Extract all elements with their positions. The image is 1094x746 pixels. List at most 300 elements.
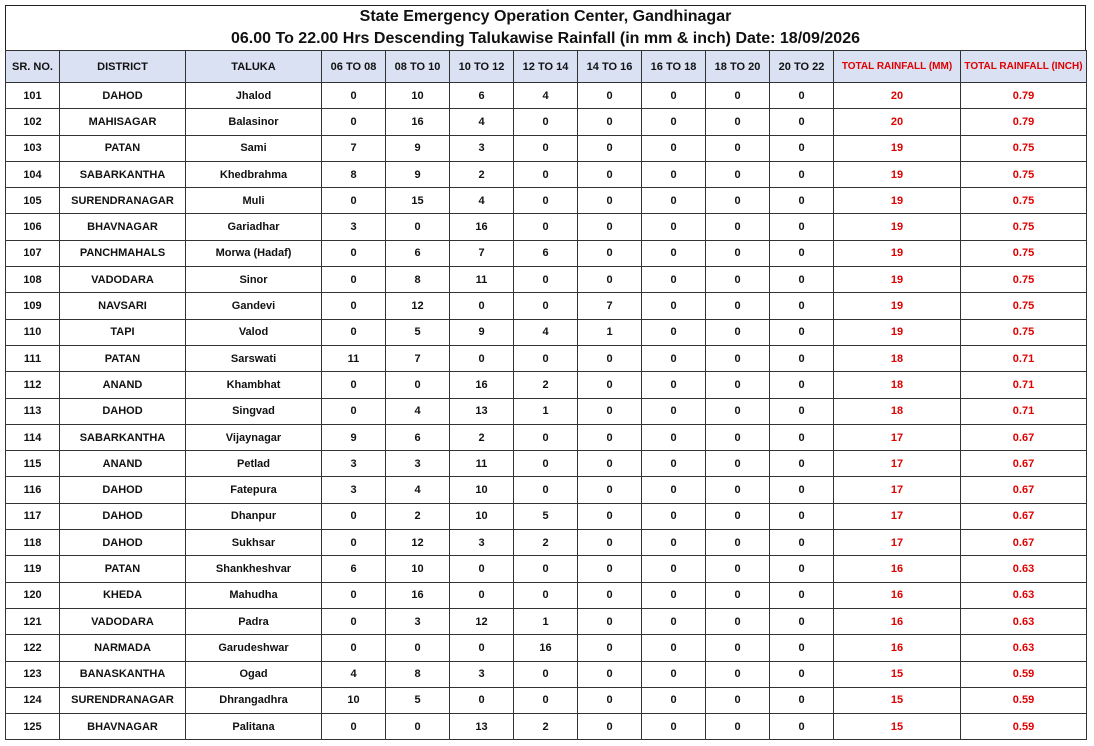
cell-district: PATAN bbox=[60, 556, 186, 582]
cell-12-to-14: 0 bbox=[514, 135, 578, 161]
table-row bbox=[6, 582, 1087, 608]
table-row bbox=[6, 608, 1087, 634]
cell-10-to-12: 0 bbox=[450, 687, 514, 713]
cell-10-to-12: 10 bbox=[450, 503, 514, 529]
cell-taluka: Morwa (Hadaf) bbox=[186, 240, 322, 266]
cell-total-mm: 18 bbox=[834, 345, 961, 371]
column-header-18-to-20: 18 TO 20 bbox=[706, 51, 770, 83]
column-header-taluka: TALUKA bbox=[186, 51, 322, 83]
cell-08-to-10: 9 bbox=[386, 161, 450, 187]
cell-12-to-14: 0 bbox=[514, 687, 578, 713]
cell-06-to-08: 0 bbox=[322, 503, 386, 529]
cell-sr-no: 115 bbox=[6, 451, 60, 477]
cell-18-to-20: 0 bbox=[706, 582, 770, 608]
cell-taluka: Mahudha bbox=[186, 582, 322, 608]
cell-14-to-16: 0 bbox=[578, 477, 642, 503]
cell-16-to-18: 0 bbox=[642, 214, 706, 240]
cell-16-to-18: 0 bbox=[642, 109, 706, 135]
cell-12-to-14: 1 bbox=[514, 608, 578, 634]
cell-district: PANCHMAHALS bbox=[60, 240, 186, 266]
cell-18-to-20: 0 bbox=[706, 214, 770, 240]
cell-sr-no: 117 bbox=[6, 503, 60, 529]
cell-12-to-14: 0 bbox=[514, 424, 578, 450]
cell-10-to-12: 0 bbox=[450, 293, 514, 319]
cell-20-to-22: 0 bbox=[770, 319, 834, 345]
cell-08-to-10: 0 bbox=[386, 714, 450, 740]
cell-06-to-08: 0 bbox=[322, 635, 386, 661]
cell-16-to-18: 0 bbox=[642, 161, 706, 187]
table-header-row bbox=[6, 51, 1087, 83]
cell-08-to-10: 2 bbox=[386, 503, 450, 529]
cell-12-to-14: 2 bbox=[514, 530, 578, 556]
cell-16-to-18: 0 bbox=[642, 293, 706, 319]
cell-16-to-18: 0 bbox=[642, 372, 706, 398]
cell-10-to-12: 4 bbox=[450, 109, 514, 135]
cell-total-inch: 0.79 bbox=[961, 83, 1087, 109]
cell-18-to-20: 0 bbox=[706, 503, 770, 529]
cell-14-to-16: 0 bbox=[578, 556, 642, 582]
cell-taluka: Sarswati bbox=[186, 345, 322, 371]
cell-district: DAHOD bbox=[60, 503, 186, 529]
cell-16-to-18: 0 bbox=[642, 135, 706, 161]
cell-sr-no: 118 bbox=[6, 530, 60, 556]
cell-10-to-12: 2 bbox=[450, 424, 514, 450]
rainfall-table bbox=[5, 50, 1087, 740]
table-row bbox=[6, 135, 1087, 161]
cell-06-to-08: 3 bbox=[322, 477, 386, 503]
cell-12-to-14: 2 bbox=[514, 372, 578, 398]
column-header-12-to-14: 12 TO 14 bbox=[514, 51, 578, 83]
cell-18-to-20: 0 bbox=[706, 188, 770, 214]
cell-14-to-16: 0 bbox=[578, 83, 642, 109]
cell-08-to-10: 9 bbox=[386, 135, 450, 161]
cell-taluka: Ogad bbox=[186, 661, 322, 687]
cell-14-to-16: 0 bbox=[578, 635, 642, 661]
cell-taluka: Padra bbox=[186, 608, 322, 634]
cell-total-mm: 17 bbox=[834, 451, 961, 477]
cell-total-mm: 19 bbox=[834, 135, 961, 161]
cell-20-to-22: 0 bbox=[770, 188, 834, 214]
cell-total-inch: 0.75 bbox=[961, 240, 1087, 266]
cell-08-to-10: 10 bbox=[386, 83, 450, 109]
cell-18-to-20: 0 bbox=[706, 398, 770, 424]
cell-10-to-12: 0 bbox=[450, 556, 514, 582]
cell-taluka: Sinor bbox=[186, 267, 322, 293]
cell-total-inch: 0.63 bbox=[961, 582, 1087, 608]
cell-12-to-14: 5 bbox=[514, 503, 578, 529]
cell-18-to-20: 0 bbox=[706, 608, 770, 634]
table-row bbox=[6, 556, 1087, 582]
cell-20-to-22: 0 bbox=[770, 83, 834, 109]
table-row bbox=[6, 530, 1087, 556]
cell-06-to-08: 0 bbox=[322, 608, 386, 634]
cell-10-to-12: 12 bbox=[450, 608, 514, 634]
cell-14-to-16: 0 bbox=[578, 424, 642, 450]
cell-10-to-12: 11 bbox=[450, 451, 514, 477]
cell-district: PATAN bbox=[60, 135, 186, 161]
cell-14-to-16: 0 bbox=[578, 372, 642, 398]
cell-sr-no: 101 bbox=[6, 83, 60, 109]
cell-taluka: Khambhat bbox=[186, 372, 322, 398]
cell-total-mm: 20 bbox=[834, 109, 961, 135]
cell-sr-no: 108 bbox=[6, 267, 60, 293]
cell-16-to-18: 0 bbox=[642, 319, 706, 345]
cell-district: SABARKANTHA bbox=[60, 424, 186, 450]
cell-taluka: Muli bbox=[186, 188, 322, 214]
cell-district: BANASKANTHA bbox=[60, 661, 186, 687]
cell-08-to-10: 16 bbox=[386, 109, 450, 135]
cell-06-to-08: 0 bbox=[322, 372, 386, 398]
cell-12-to-14: 0 bbox=[514, 293, 578, 319]
cell-total-inch: 0.67 bbox=[961, 503, 1087, 529]
cell-district: NARMADA bbox=[60, 635, 186, 661]
cell-10-to-12: 0 bbox=[450, 582, 514, 608]
cell-sr-no: 122 bbox=[6, 635, 60, 661]
table-row bbox=[6, 451, 1087, 477]
cell-14-to-16: 0 bbox=[578, 214, 642, 240]
cell-06-to-08: 3 bbox=[322, 214, 386, 240]
cell-12-to-14: 4 bbox=[514, 319, 578, 345]
table-row bbox=[6, 161, 1087, 187]
cell-district: ANAND bbox=[60, 372, 186, 398]
cell-district: TAPI bbox=[60, 319, 186, 345]
cell-taluka: Dhrangadhra bbox=[186, 687, 322, 713]
cell-taluka: Valod bbox=[186, 319, 322, 345]
cell-16-to-18: 0 bbox=[642, 530, 706, 556]
cell-20-to-22: 0 bbox=[770, 477, 834, 503]
cell-sr-no: 121 bbox=[6, 608, 60, 634]
table-row bbox=[6, 424, 1087, 450]
cell-total-mm: 16 bbox=[834, 582, 961, 608]
cell-14-to-16: 0 bbox=[578, 267, 642, 293]
cell-sr-no: 105 bbox=[6, 188, 60, 214]
cell-sr-no: 103 bbox=[6, 135, 60, 161]
cell-total-inch: 0.71 bbox=[961, 398, 1087, 424]
cell-14-to-16: 0 bbox=[578, 188, 642, 214]
cell-18-to-20: 0 bbox=[706, 135, 770, 161]
cell-16-to-18: 0 bbox=[642, 608, 706, 634]
cell-06-to-08: 10 bbox=[322, 687, 386, 713]
cell-08-to-10: 4 bbox=[386, 398, 450, 424]
cell-total-mm: 19 bbox=[834, 188, 961, 214]
cell-10-to-12: 9 bbox=[450, 319, 514, 345]
cell-12-to-14: 0 bbox=[514, 345, 578, 371]
cell-sr-no: 119 bbox=[6, 556, 60, 582]
cell-taluka: Shankheshvar bbox=[186, 556, 322, 582]
cell-18-to-20: 0 bbox=[706, 424, 770, 450]
cell-taluka: Sukhsar bbox=[186, 530, 322, 556]
cell-18-to-20: 0 bbox=[706, 161, 770, 187]
cell-06-to-08: 0 bbox=[322, 530, 386, 556]
cell-sr-no: 107 bbox=[6, 240, 60, 266]
cell-16-to-18: 0 bbox=[642, 188, 706, 214]
cell-20-to-22: 0 bbox=[770, 240, 834, 266]
cell-total-inch: 0.75 bbox=[961, 293, 1087, 319]
cell-total-mm: 17 bbox=[834, 477, 961, 503]
column-header-14-to-16: 14 TO 16 bbox=[578, 51, 642, 83]
cell-total-inch: 0.71 bbox=[961, 372, 1087, 398]
cell-14-to-16: 0 bbox=[578, 161, 642, 187]
cell-06-to-08: 9 bbox=[322, 424, 386, 450]
column-header-10-to-12: 10 TO 12 bbox=[450, 51, 514, 83]
table-row bbox=[6, 214, 1087, 240]
cell-sr-no: 113 bbox=[6, 398, 60, 424]
cell-10-to-12: 3 bbox=[450, 135, 514, 161]
table-row bbox=[6, 661, 1087, 687]
cell-14-to-16: 0 bbox=[578, 451, 642, 477]
cell-district: DAHOD bbox=[60, 530, 186, 556]
cell-total-inch: 0.67 bbox=[961, 451, 1087, 477]
cell-14-to-16: 0 bbox=[578, 240, 642, 266]
cell-taluka: Singvad bbox=[186, 398, 322, 424]
cell-total-inch: 0.75 bbox=[961, 188, 1087, 214]
cell-20-to-22: 0 bbox=[770, 451, 834, 477]
column-header-08-to-10: 08 TO 10 bbox=[386, 51, 450, 83]
cell-06-to-08: 6 bbox=[322, 556, 386, 582]
cell-12-to-14: 16 bbox=[514, 635, 578, 661]
cell-total-inch: 0.59 bbox=[961, 661, 1087, 687]
cell-20-to-22: 0 bbox=[770, 372, 834, 398]
cell-taluka: Gandevi bbox=[186, 293, 322, 319]
cell-08-to-10: 0 bbox=[386, 372, 450, 398]
cell-14-to-16: 0 bbox=[578, 135, 642, 161]
cell-total-inch: 0.75 bbox=[961, 319, 1087, 345]
cell-08-to-10: 16 bbox=[386, 582, 450, 608]
cell-10-to-12: 3 bbox=[450, 661, 514, 687]
cell-18-to-20: 0 bbox=[706, 267, 770, 293]
cell-06-to-08: 3 bbox=[322, 451, 386, 477]
cell-total-inch: 0.67 bbox=[961, 424, 1087, 450]
cell-district: VADODARA bbox=[60, 608, 186, 634]
cell-20-to-22: 0 bbox=[770, 503, 834, 529]
cell-08-to-10: 0 bbox=[386, 214, 450, 240]
cell-20-to-22: 0 bbox=[770, 635, 834, 661]
cell-08-to-10: 4 bbox=[386, 477, 450, 503]
cell-18-to-20: 0 bbox=[706, 109, 770, 135]
table-row bbox=[6, 240, 1087, 266]
cell-16-to-18: 0 bbox=[642, 267, 706, 293]
cell-district: SURENDRANAGAR bbox=[60, 188, 186, 214]
cell-taluka: Petlad bbox=[186, 451, 322, 477]
cell-sr-no: 110 bbox=[6, 319, 60, 345]
cell-08-to-10: 7 bbox=[386, 345, 450, 371]
cell-total-mm: 16 bbox=[834, 608, 961, 634]
cell-16-to-18: 0 bbox=[642, 714, 706, 740]
cell-district: VADODARA bbox=[60, 267, 186, 293]
cell-total-mm: 19 bbox=[834, 161, 961, 187]
cell-taluka: Dhanpur bbox=[186, 503, 322, 529]
cell-sr-no: 120 bbox=[6, 582, 60, 608]
cell-12-to-14: 0 bbox=[514, 451, 578, 477]
cell-total-inch: 0.59 bbox=[961, 714, 1087, 740]
cell-20-to-22: 0 bbox=[770, 398, 834, 424]
table-row bbox=[6, 188, 1087, 214]
cell-sr-no: 109 bbox=[6, 293, 60, 319]
cell-district: SURENDRANAGAR bbox=[60, 687, 186, 713]
cell-total-inch: 0.75 bbox=[961, 214, 1087, 240]
cell-total-mm: 19 bbox=[834, 214, 961, 240]
cell-12-to-14: 0 bbox=[514, 477, 578, 503]
table-row bbox=[6, 477, 1087, 503]
cell-20-to-22: 0 bbox=[770, 267, 834, 293]
cell-18-to-20: 0 bbox=[706, 556, 770, 582]
table-row bbox=[6, 293, 1087, 319]
cell-sr-no: 112 bbox=[6, 372, 60, 398]
cell-08-to-10: 12 bbox=[386, 293, 450, 319]
cell-10-to-12: 13 bbox=[450, 398, 514, 424]
cell-total-mm: 17 bbox=[834, 424, 961, 450]
cell-08-to-10: 6 bbox=[386, 240, 450, 266]
cell-total-mm: 15 bbox=[834, 714, 961, 740]
table-row bbox=[6, 372, 1087, 398]
cell-20-to-22: 0 bbox=[770, 714, 834, 740]
table-row bbox=[6, 109, 1087, 135]
cell-20-to-22: 0 bbox=[770, 661, 834, 687]
cell-total-inch: 0.75 bbox=[961, 267, 1087, 293]
cell-10-to-12: 16 bbox=[450, 372, 514, 398]
cell-total-inch: 0.59 bbox=[961, 687, 1087, 713]
cell-18-to-20: 0 bbox=[706, 240, 770, 266]
cell-20-to-22: 0 bbox=[770, 556, 834, 582]
cell-total-inch: 0.63 bbox=[961, 556, 1087, 582]
cell-12-to-14: 0 bbox=[514, 214, 578, 240]
cell-16-to-18: 0 bbox=[642, 83, 706, 109]
cell-12-to-14: 0 bbox=[514, 109, 578, 135]
cell-taluka: Balasinor bbox=[186, 109, 322, 135]
column-header-20-to-22: 20 TO 22 bbox=[770, 51, 834, 83]
cell-20-to-22: 0 bbox=[770, 161, 834, 187]
cell-14-to-16: 0 bbox=[578, 608, 642, 634]
cell-total-mm: 15 bbox=[834, 687, 961, 713]
table-row bbox=[6, 398, 1087, 424]
cell-district: ANAND bbox=[60, 451, 186, 477]
cell-16-to-18: 0 bbox=[642, 477, 706, 503]
cell-08-to-10: 10 bbox=[386, 556, 450, 582]
cell-18-to-20: 0 bbox=[706, 451, 770, 477]
cell-district: PATAN bbox=[60, 345, 186, 371]
cell-16-to-18: 0 bbox=[642, 240, 706, 266]
rainfall-report bbox=[5, 5, 1086, 740]
cell-taluka: Garudeshwar bbox=[186, 635, 322, 661]
cell-total-inch: 0.63 bbox=[961, 608, 1087, 634]
cell-08-to-10: 6 bbox=[386, 424, 450, 450]
cell-total-inch: 0.75 bbox=[961, 161, 1087, 187]
cell-sr-no: 124 bbox=[6, 687, 60, 713]
cell-10-to-12: 7 bbox=[450, 240, 514, 266]
cell-20-to-22: 0 bbox=[770, 109, 834, 135]
cell-14-to-16: 1 bbox=[578, 319, 642, 345]
cell-14-to-16: 0 bbox=[578, 714, 642, 740]
cell-10-to-12: 0 bbox=[450, 635, 514, 661]
cell-06-to-08: 0 bbox=[322, 83, 386, 109]
cell-10-to-12: 2 bbox=[450, 161, 514, 187]
cell-06-to-08: 7 bbox=[322, 135, 386, 161]
cell-20-to-22: 0 bbox=[770, 530, 834, 556]
cell-14-to-16: 0 bbox=[578, 109, 642, 135]
cell-14-to-16: 0 bbox=[578, 345, 642, 371]
cell-district: BHAVNAGAR bbox=[60, 214, 186, 240]
cell-14-to-16: 0 bbox=[578, 398, 642, 424]
cell-06-to-08: 0 bbox=[322, 714, 386, 740]
cell-total-mm: 17 bbox=[834, 530, 961, 556]
cell-total-inch: 0.75 bbox=[961, 135, 1087, 161]
cell-total-mm: 16 bbox=[834, 556, 961, 582]
cell-district: NAVSARI bbox=[60, 293, 186, 319]
cell-06-to-08: 8 bbox=[322, 161, 386, 187]
cell-08-to-10: 0 bbox=[386, 635, 450, 661]
column-header-06-to-08: 06 TO 08 bbox=[322, 51, 386, 83]
cell-10-to-12: 10 bbox=[450, 477, 514, 503]
cell-taluka: Palitana bbox=[186, 714, 322, 740]
cell-10-to-12: 11 bbox=[450, 267, 514, 293]
cell-district: DAHOD bbox=[60, 83, 186, 109]
cell-12-to-14: 0 bbox=[514, 267, 578, 293]
cell-total-mm: 18 bbox=[834, 398, 961, 424]
cell-sr-no: 104 bbox=[6, 161, 60, 187]
cell-06-to-08: 4 bbox=[322, 661, 386, 687]
cell-sr-no: 111 bbox=[6, 345, 60, 371]
cell-14-to-16: 0 bbox=[578, 503, 642, 529]
cell-10-to-12: 6 bbox=[450, 83, 514, 109]
cell-sr-no: 123 bbox=[6, 661, 60, 687]
cell-14-to-16: 0 bbox=[578, 530, 642, 556]
cell-sr-no: 125 bbox=[6, 714, 60, 740]
cell-16-to-18: 0 bbox=[642, 687, 706, 713]
cell-18-to-20: 0 bbox=[706, 714, 770, 740]
cell-total-inch: 0.67 bbox=[961, 530, 1087, 556]
cell-08-to-10: 15 bbox=[386, 188, 450, 214]
cell-08-to-10: 3 bbox=[386, 451, 450, 477]
cell-20-to-22: 0 bbox=[770, 293, 834, 319]
cell-20-to-22: 0 bbox=[770, 424, 834, 450]
cell-total-mm: 19 bbox=[834, 319, 961, 345]
table-row bbox=[6, 267, 1087, 293]
cell-06-to-08: 11 bbox=[322, 345, 386, 371]
cell-20-to-22: 0 bbox=[770, 608, 834, 634]
cell-06-to-08: 0 bbox=[322, 582, 386, 608]
cell-16-to-18: 0 bbox=[642, 398, 706, 424]
cell-12-to-14: 0 bbox=[514, 161, 578, 187]
cell-16-to-18: 0 bbox=[642, 556, 706, 582]
cell-18-to-20: 0 bbox=[706, 477, 770, 503]
cell-district: DAHOD bbox=[60, 398, 186, 424]
cell-18-to-20: 0 bbox=[706, 345, 770, 371]
cell-taluka: Jhalod bbox=[186, 83, 322, 109]
column-header-total-inch: TOTAL RAINFALL (INCH) bbox=[961, 51, 1087, 83]
cell-12-to-14: 6 bbox=[514, 240, 578, 266]
cell-18-to-20: 0 bbox=[706, 372, 770, 398]
cell-08-to-10: 12 bbox=[386, 530, 450, 556]
cell-total-mm: 19 bbox=[834, 240, 961, 266]
report-title: State Emergency Operation Center, Gandhinagar bbox=[5, 5, 1086, 28]
cell-16-to-18: 0 bbox=[642, 661, 706, 687]
cell-08-to-10: 3 bbox=[386, 608, 450, 634]
cell-12-to-14: 4 bbox=[514, 83, 578, 109]
column-header-16-to-18: 16 TO 18 bbox=[642, 51, 706, 83]
cell-20-to-22: 0 bbox=[770, 582, 834, 608]
cell-district: MAHISAGAR bbox=[60, 109, 186, 135]
cell-20-to-22: 0 bbox=[770, 345, 834, 371]
cell-total-mm: 16 bbox=[834, 635, 961, 661]
cell-18-to-20: 0 bbox=[706, 530, 770, 556]
cell-18-to-20: 0 bbox=[706, 83, 770, 109]
cell-taluka: Khedbrahma bbox=[186, 161, 322, 187]
cell-12-to-14: 0 bbox=[514, 556, 578, 582]
cell-20-to-22: 0 bbox=[770, 687, 834, 713]
cell-total-mm: 19 bbox=[834, 267, 961, 293]
cell-08-to-10: 8 bbox=[386, 267, 450, 293]
cell-10-to-12: 16 bbox=[450, 214, 514, 240]
